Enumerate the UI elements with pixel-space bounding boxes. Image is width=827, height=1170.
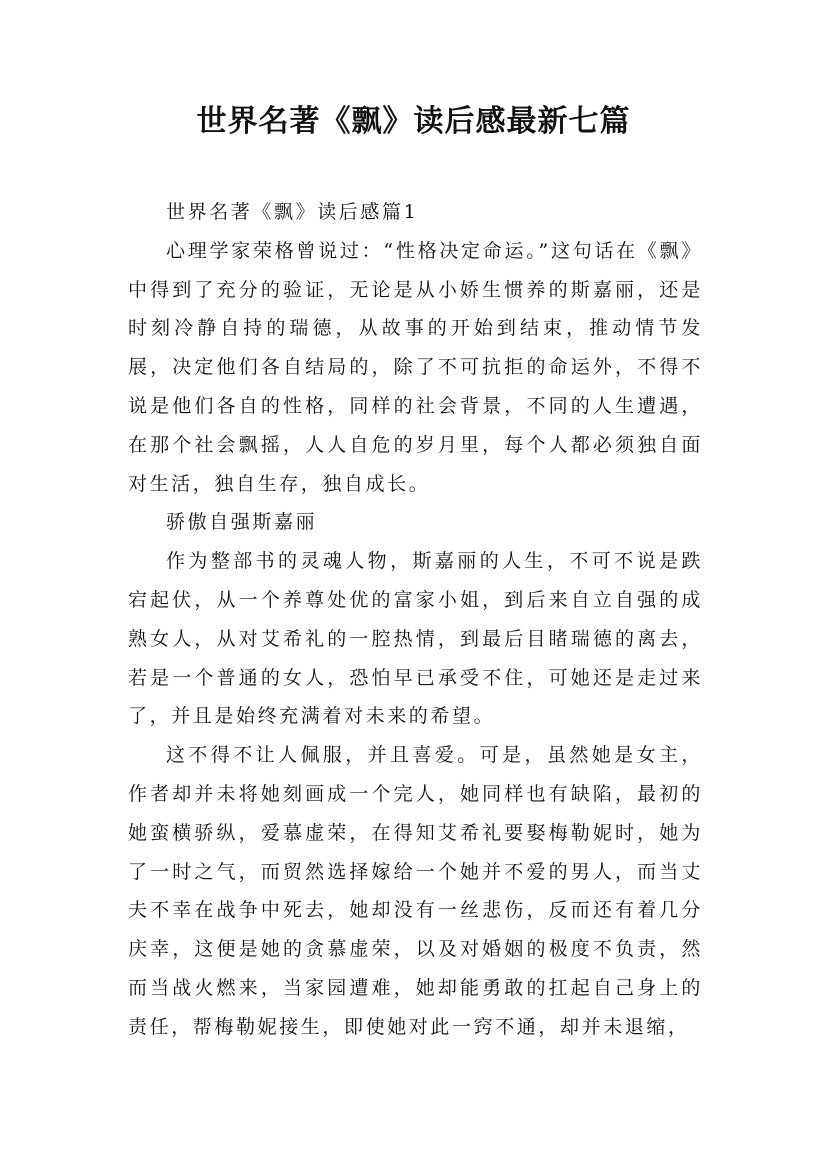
document-title: 世界名著《飘》读后感最新七篇 <box>196 104 631 139</box>
section-heading: 世界名著《飘》读后感篇1 <box>166 201 419 223</box>
paragraph: 作为整部书的灵魂人物，斯嘉丽的人生，不可不说是跌宕起伏，从一个养尊处优的富家小姐，到后来自立自强的成熟女人，从对艾希礼的一腔热情，到最后目睹瑞德的离去，若是一个普通的女人，恐怕早已承受不住，可她还是走过来了，并且是始终充满着对未来的希望。 <box>128 550 703 728</box>
paragraph: 这不得不让人佩服，并且喜爱。可是，虽然她是女主，作者却并未将她刻画成一个完人，她同样也有缺陷，最初的她蛮横骄纵，爱慕虚荣，在得知艾希礼要娶梅勒妮时，她为了一时之气，而贸然选择嫁给一个她并不爱的男人，而当丈夫不幸在战争中死去，她却没有一丝悲伤，反而还有着几分庆幸，这便是她的贪慕虚荣，以及对婚姻的极度不负责，然而当战火燃来，当家园遭难，她却能勇敢的扛起自己身上的责任，帮梅勒妮接生，即使她对此一窍不通，却并未退缩， <box>128 744 703 1038</box>
document-body <box>128 193 703 1047</box>
paragraph: 心理学家荣格曾说过：“性格决定命运。”这句话在《飘》中得到了充分的验证，无论是从小娇生惯养的斯嘉丽，还是时刻冷静自持的瑞德，从故事的开始到结束，推动情节发展，决定他们各自结局的，除了不可抗拒的命运外，不得不说是他们各自的性格，同样的社会背景，不同的人生遭遇，在那个社会飘摇，人人自危的岁月里，每个人都必须独自面对生活，独自生存，独自成长。 <box>128 239 703 495</box>
subsection-heading: 骄傲自强斯嘉丽 <box>166 511 318 534</box>
